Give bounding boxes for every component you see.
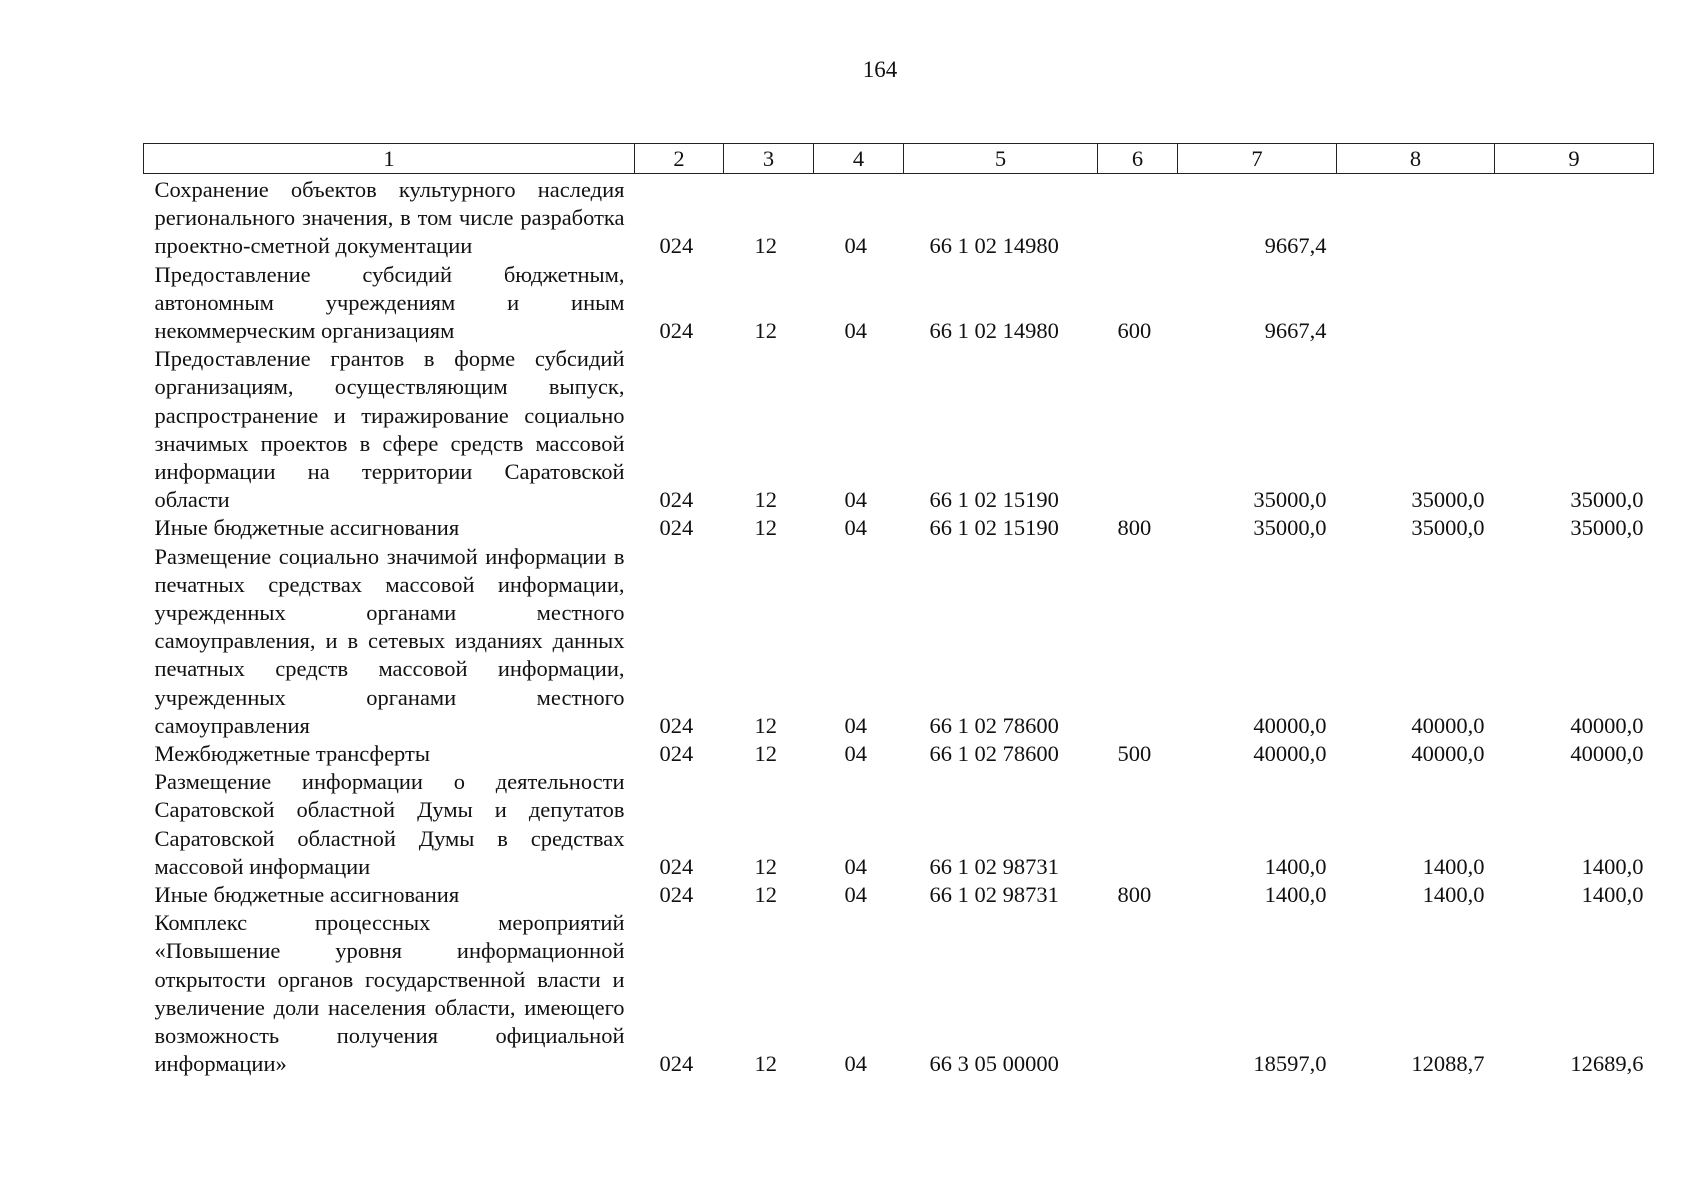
- subsection-code: 04: [844, 487, 867, 513]
- ministry-code: 024: [659, 318, 694, 344]
- amount-col-8: 40000,0: [1411, 741, 1485, 767]
- amount-col-7: 9667,4: [1264, 318, 1327, 344]
- subsection-code: 04: [844, 515, 867, 541]
- amount-col-8: 35000,0: [1411, 487, 1485, 513]
- amount-col-9: 12689,6: [1570, 1051, 1644, 1077]
- subsection-code: 04: [844, 853, 867, 879]
- row-name: Сохранение объектов культурного наследия регионального значения, в том числе разработка проектно-сметной документации: [154, 177, 625, 259]
- target-article-code: 66 1 02 78600: [929, 712, 1059, 738]
- budget-table: [143, 143, 1654, 1079]
- column-header-8: 8: [1337, 144, 1495, 174]
- row-name: Размещение информации о деятельности Саратовской областной Думы и депутатов Саратовской областной Думы в средствах массовой информации: [154, 769, 625, 879]
- amount-col-7: 9667,4: [1264, 233, 1327, 259]
- section-code: 12: [754, 1051, 777, 1077]
- column-header-4: 4: [814, 144, 904, 174]
- ministry-code: 024: [659, 741, 694, 767]
- row-name: Размещение социально значимой информации в печатных средствах массовой информации, учрежденных органами местного самоуправления, и в сетевых изданиях данных печатных средств массовой информации, учрежденных органами местного самоуправления: [154, 543, 625, 738]
- amount-col-9: 35000,0: [1570, 487, 1644, 513]
- ministry-code: 024: [659, 882, 694, 908]
- table-header-row: [144, 144, 1654, 174]
- amount-col-7: 40000,0: [1253, 741, 1327, 767]
- expense-type-code: [1098, 345, 1178, 514]
- amount-col-9: 1400,0: [1581, 882, 1644, 908]
- expense-type-code: [1098, 768, 1178, 881]
- section-code: 12: [754, 741, 777, 767]
- amount-col-8: [1337, 174, 1495, 261]
- target-article-code: 66 1 02 98731: [929, 882, 1059, 908]
- target-article-code: 66 1 02 15190: [929, 487, 1059, 513]
- target-article-code: 66 3 05 00000: [929, 1051, 1059, 1077]
- row-name: Предоставление грантов в форме субсидий организациям, осуществляющим выпуск, распространение и тиражирование социально значимых проектов в сфере средств массовой информации на территории Саратовской области: [154, 346, 625, 513]
- column-header-1: 1: [144, 144, 635, 174]
- page-number: 164: [862, 57, 898, 82]
- amount-col-8: 1400,0: [1422, 853, 1485, 879]
- amount-col-7: 18597,0: [1253, 1051, 1327, 1077]
- section-code: 12: [754, 487, 777, 513]
- row-name: Иные бюджетные ассигнования: [154, 515, 460, 541]
- row-name: Комплекс процессных мероприятий «Повышение уровня информационной открытости органов государственной власти и увеличение доли населения области, имеющего возможность получения официальной информации»: [154, 910, 625, 1077]
- table-row: [144, 740, 1654, 768]
- section-code: 12: [754, 712, 777, 738]
- ministry-code: 024: [659, 487, 694, 513]
- amount-col-7: 1400,0: [1264, 853, 1327, 879]
- expense-type-code: [1098, 909, 1178, 1078]
- subsection-code: 04: [844, 233, 867, 259]
- column-header-7: 7: [1178, 144, 1337, 174]
- table-row: [144, 909, 1654, 1078]
- amount-col-9: [1495, 261, 1654, 346]
- amount-col-8: 40000,0: [1411, 712, 1485, 738]
- amount-col-7: 40000,0: [1253, 712, 1327, 738]
- amount-col-9: 35000,0: [1570, 515, 1644, 541]
- amount-col-7: 35000,0: [1253, 515, 1327, 541]
- table-row: [144, 174, 1654, 261]
- amount-col-9: 40000,0: [1570, 712, 1644, 738]
- section-code: 12: [754, 233, 777, 259]
- target-article-code: 66 1 02 98731: [929, 853, 1059, 879]
- subsection-code: 04: [844, 712, 867, 738]
- column-header-6: 6: [1098, 144, 1178, 174]
- subsection-code: 04: [844, 741, 867, 767]
- table-row: [144, 514, 1654, 542]
- ministry-code: 024: [659, 515, 694, 541]
- subsection-code: 04: [844, 882, 867, 908]
- subsection-code: 04: [844, 318, 867, 344]
- expense-type-code: [1098, 543, 1178, 740]
- amount-col-7: 1400,0: [1264, 882, 1327, 908]
- ministry-code: 024: [659, 712, 694, 738]
- column-header-5: 5: [904, 144, 1098, 174]
- expense-type-code: [1098, 174, 1178, 261]
- ministry-code: 024: [659, 1051, 694, 1077]
- table-row: [144, 261, 1654, 346]
- amount-col-9: 40000,0: [1570, 741, 1644, 767]
- row-name: Межбюджетные трансферты: [154, 741, 430, 767]
- amount-col-8: 1400,0: [1422, 882, 1485, 908]
- column-header-9: 9: [1495, 144, 1654, 174]
- section-code: 12: [754, 853, 777, 879]
- target-article-code: 66 1 02 78600: [929, 741, 1059, 767]
- amount-col-7: 35000,0: [1253, 487, 1327, 513]
- expense-type-code: 800: [1117, 515, 1152, 541]
- column-header-3: 3: [724, 144, 814, 174]
- section-code: 12: [754, 515, 777, 541]
- ministry-code: 024: [659, 853, 694, 879]
- target-article-code: 66 1 02 14980: [929, 233, 1059, 259]
- amount-col-8: 12088,7: [1411, 1051, 1485, 1077]
- amount-col-8: [1337, 261, 1495, 346]
- expense-type-code: 500: [1117, 741, 1152, 767]
- target-article-code: 66 1 02 15190: [929, 515, 1059, 541]
- table-row: [144, 345, 1654, 514]
- row-name: Иные бюджетные ассигнования: [154, 882, 460, 908]
- section-code: 12: [754, 318, 777, 344]
- table-row: [144, 768, 1654, 881]
- table-row: [144, 881, 1654, 909]
- subsection-code: 04: [844, 1051, 867, 1077]
- amount-col-9: [1495, 174, 1654, 261]
- row-name: Предоставление субсидий бюджетным, автономным учреждениям и иным некоммерческим организациям: [154, 261, 625, 344]
- table-row: [144, 543, 1654, 740]
- amount-col-9: 1400,0: [1581, 853, 1644, 879]
- amount-col-8: 35000,0: [1411, 515, 1485, 541]
- section-code: 12: [754, 882, 777, 908]
- ministry-code: 024: [659, 233, 694, 259]
- target-article-code: 66 1 02 14980: [929, 318, 1059, 344]
- expense-type-code: 800: [1117, 882, 1152, 908]
- column-header-2: 2: [635, 144, 724, 174]
- expense-type-code: 600: [1117, 318, 1152, 344]
